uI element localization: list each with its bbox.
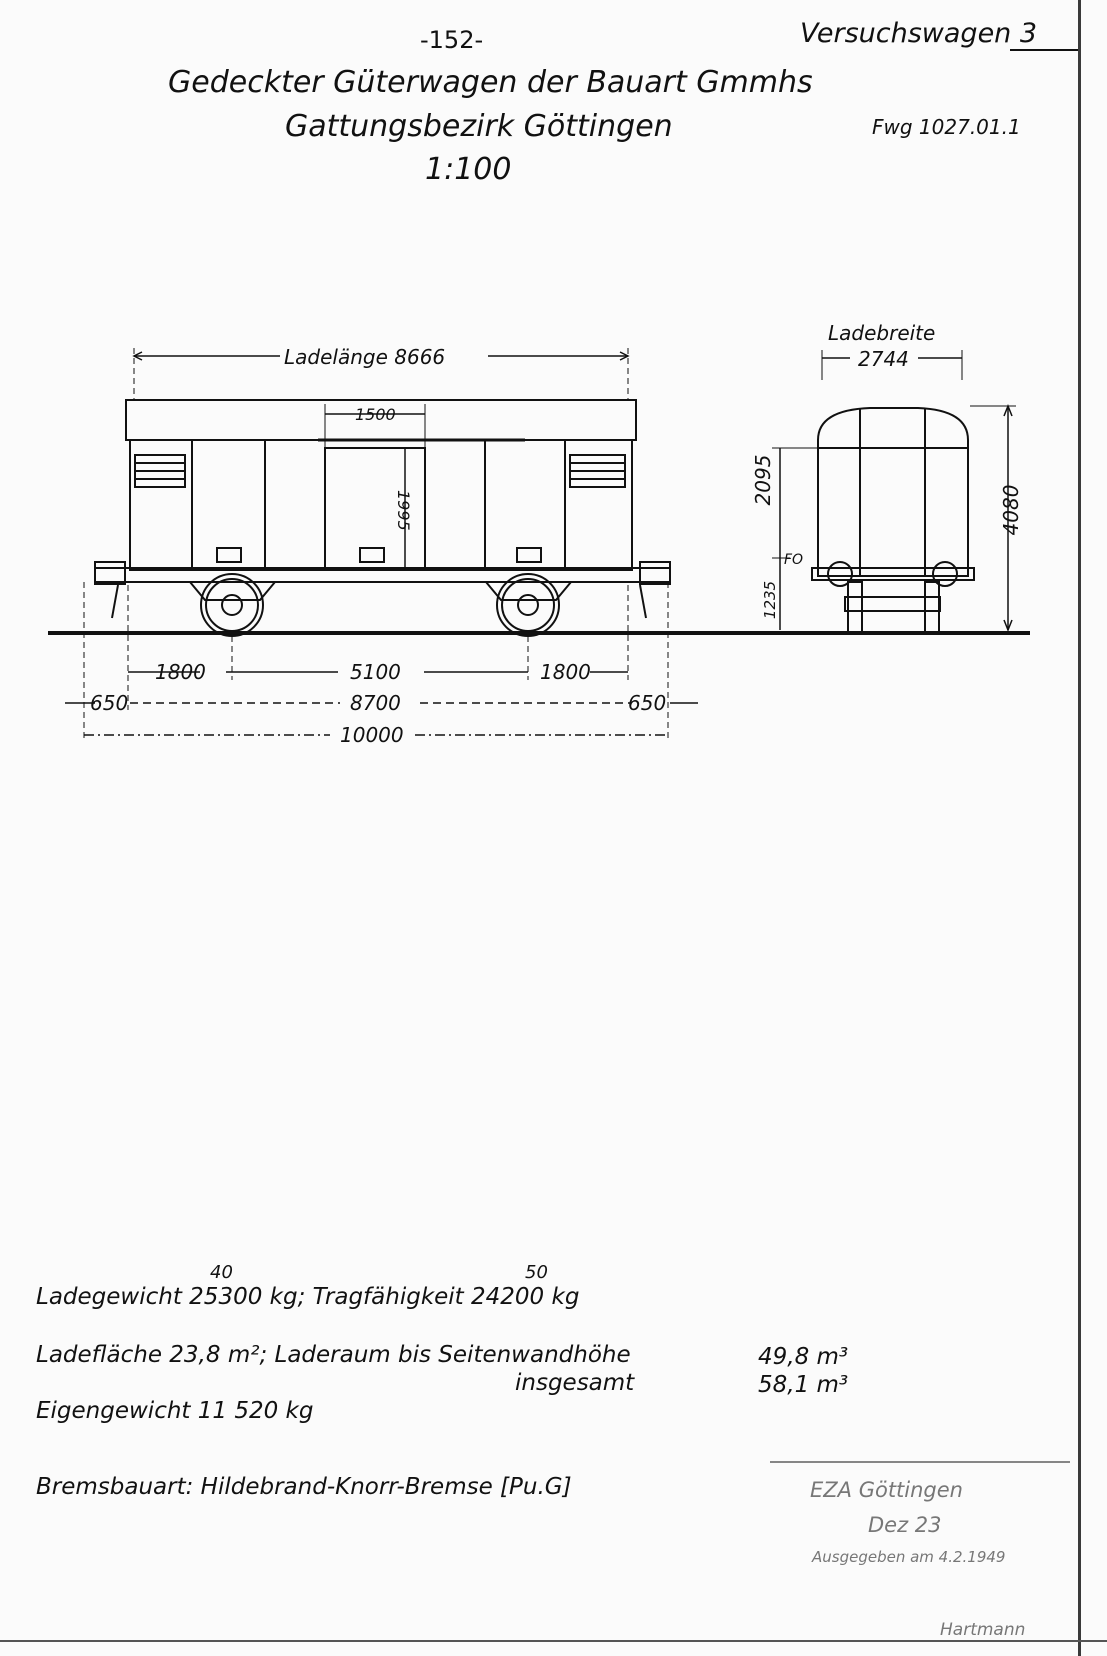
ladebreite-label: Ladebreite — [828, 321, 936, 345]
ladegewicht-label: Ladegewicht — [36, 1284, 182, 1310]
insgesamt-label: insgesamt — [515, 1370, 635, 1396]
stamp-department: Dez 23 — [868, 1513, 942, 1537]
page-edge-right — [1078, 0, 1081, 1656]
ladeflaeche: Ladefläche 23,8 m²; — [36, 1342, 268, 1368]
scale-label: 1:100 — [425, 152, 512, 187]
floor-label: FO — [784, 552, 804, 568]
tragfaehigkeit-label: Tragfähigkeit — [312, 1284, 464, 1310]
ladelaenge-label: Ladelänge 8666 — [284, 345, 446, 369]
wheel-left — [201, 574, 263, 636]
laderaum-value: 49,8 m³ — [758, 1344, 849, 1370]
tragfaehigkeit-value: 24200 kg — [471, 1284, 580, 1310]
ladegewicht-value: 25300 kg; — [189, 1284, 306, 1310]
end-buffer-beam — [812, 568, 974, 580]
insgesamt-value: 58,1 m³ — [758, 1372, 849, 1398]
dim-8700: 8700 — [350, 691, 401, 715]
floor-height: 1235 — [761, 580, 779, 620]
ladeflaeche-line — [36, 1344, 631, 1367]
buffer-left — [95, 562, 125, 584]
page-number: -152- — [420, 26, 484, 54]
door-width: 1500 — [355, 405, 396, 424]
dim-5100: 5100 — [350, 660, 401, 684]
drawing-number: Fwg 1027.01.1 — [872, 115, 1021, 139]
inner-height: 2095 — [751, 454, 775, 506]
door-height: 1995 — [394, 490, 413, 531]
total-height: 4080 — [999, 484, 1023, 536]
title-line-2: Gattungsbezirk Göttingen — [285, 109, 673, 144]
dim-1800-left: 1800 — [155, 660, 206, 684]
wheel-right — [497, 574, 559, 636]
series-label: Versuchswagen 3 — [800, 18, 1038, 49]
end-body — [818, 408, 968, 576]
side-body — [130, 440, 632, 570]
page-edge-bottom — [0, 1640, 1107, 1642]
dim-10000: 10000 — [340, 723, 404, 747]
buffer-right — [640, 562, 670, 584]
dim-1800-right: 1800 — [540, 660, 591, 684]
bremsbauart: Bremsbauart: Hildebrand-Knorr-Bremse [Pu.G] — [36, 1474, 572, 1500]
dim-650-right: 650 — [628, 691, 667, 715]
stamp-date: Ausgegeben am 4.2.1949 — [812, 1548, 1006, 1566]
stamp-office: EZA Göttingen — [810, 1478, 963, 1502]
ladegewicht-line — [36, 1286, 579, 1309]
tragfaehigkeit-correction: 50 — [525, 1262, 548, 1283]
dim-650-left: 650 — [90, 691, 129, 715]
title-line-1: Gedeckter Güterwagen der Bauart Gmmhs — [168, 65, 813, 100]
ladegewicht-correction: 40 — [210, 1262, 233, 1283]
laderaum-label: Laderaum bis Seitenwandhöhe — [274, 1342, 631, 1368]
eigengewicht: Eigengewicht 11 520 kg — [36, 1398, 314, 1424]
ladebreite-value: 2744 — [858, 347, 909, 371]
signature: Hartmann — [940, 1620, 1026, 1640]
